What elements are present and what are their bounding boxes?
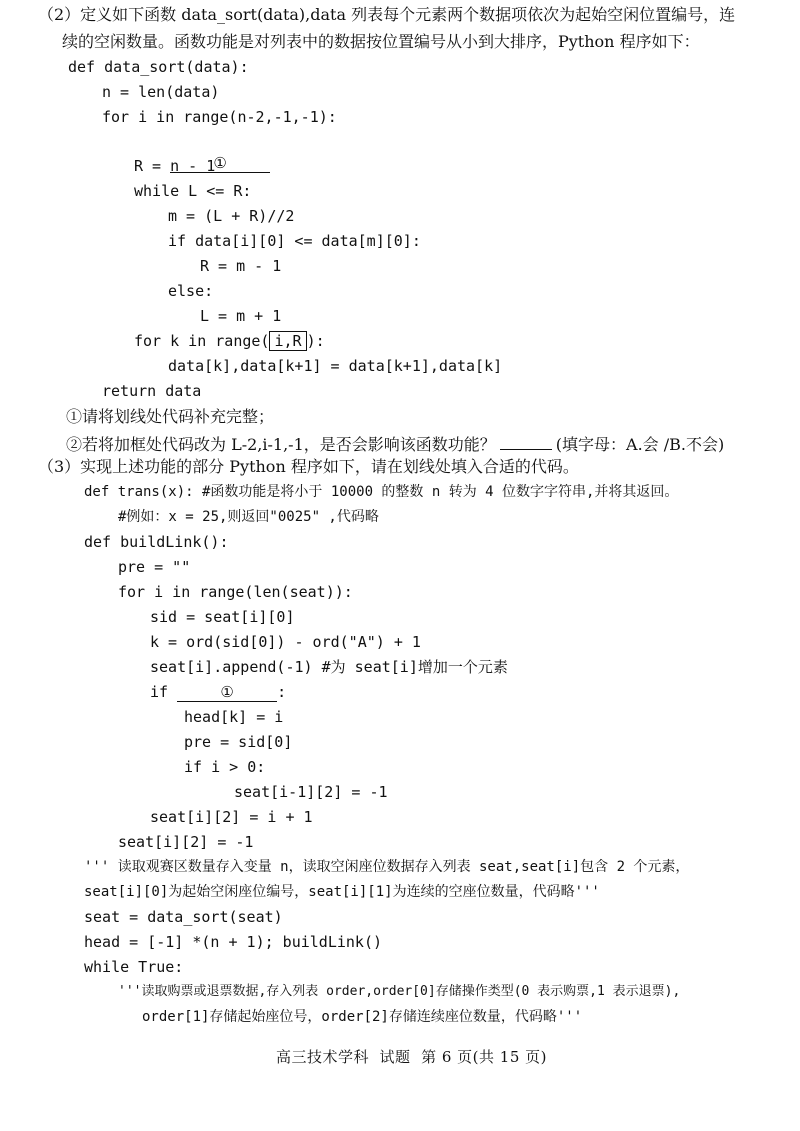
code-if-blank <box>150 681 286 703</box>
question-2 <box>66 431 724 456</box>
code-seat-prev: seat[i-1][2] = -1 <box>234 783 388 801</box>
code-if-i: if i > 0: <box>184 758 266 776</box>
part2-intro-line1: （2）定义如下函数 data_sort(data),data 列表每个元素两个数据项依次为起始空闲位置编号，连 <box>38 5 736 24</box>
code-else: else: <box>168 282 214 300</box>
code-pre-init: pre = "" <box>118 558 191 576</box>
part2-intro-line2: 续的空闲数量。函数功能是对列表中的数据按位置编号从小到大排序，Python 程序如下： <box>62 32 700 51</box>
blank-marker: ① <box>170 154 270 173</box>
code-comment-read-1: ''' 读取观赛区数量存入变量 n，读取空闲座位数据存入列表 seat,seat[i]包含 2 个元素， <box>84 859 690 875</box>
code-n-len: n = len(data) <box>102 83 220 101</box>
code-swap: data[k],data[k+1] = data[k+1],data[k] <box>168 357 503 375</box>
code-seat-next: seat[i][2] = i + 1 <box>150 808 313 826</box>
question-2-options: (填字母：A.会 /B.不会) <box>555 435 725 454</box>
question-1: ①请将划线处代码补充完整； <box>66 407 275 426</box>
code-seat-sort: seat = data_sort(seat) <box>84 908 283 926</box>
if-keyword: if <box>150 683 169 701</box>
page-footer: 高三技术学科 试题 第 6 页(共 15 页) <box>276 1048 547 1066</box>
question-2-text: ②若将加框处代码改为 L-2,i-1,-1，是否会影响该函数功能？ <box>66 435 496 454</box>
for-k-suffix: ): <box>306 332 325 350</box>
code-l-update: L = m + 1 <box>200 307 282 325</box>
code-while: while L <= R: <box>134 182 252 200</box>
code-def-buildlink: def buildLink(): <box>84 533 229 551</box>
code-comment-order-2: order[1]存储起始座位号，order[2]存储连续座位数量，代码略''' <box>142 1009 583 1025</box>
code-pre-update: pre = sid[0] <box>184 733 293 751</box>
code-def-data-sort: def data_sort(data): <box>68 58 249 76</box>
if-colon: : <box>277 683 287 701</box>
for-k-prefix: for k in range( <box>134 332 270 350</box>
code-trans-example: #例如：x = 25,则返回"0025" ,代码略 <box>118 509 379 525</box>
answer-blank-3[interactable]: ① <box>177 683 277 702</box>
code-for-seat: for i in range(len(seat)): <box>118 583 353 601</box>
boxed-code: i,R <box>269 331 306 351</box>
code-for-k <box>134 330 325 352</box>
code-while-true: while True: <box>84 958 184 976</box>
code-head-k: head[k] = i <box>184 708 284 726</box>
code-sid: sid = seat[i][0] <box>150 608 295 626</box>
code-if: if data[i][0] <= data[m][0]: <box>168 232 421 250</box>
part3-intro: （3）实现上述功能的部分 Python 程序如下，请在划线处填入合适的代码。 <box>38 457 579 476</box>
code-head-init: head = [-1] *(n + 1); buildLink() <box>84 933 383 951</box>
answer-blank-2[interactable] <box>500 431 552 450</box>
code-seat-last: seat[i][2] = -1 <box>118 833 254 851</box>
code-def-trans: def trans(x): #函数功能是将小于 10000 的整数 n 转为 4 位数字字符串,并将其返回。 <box>84 484 679 500</box>
code-return: return data <box>102 382 202 400</box>
code-r-assign: R = n - 1 <box>134 157 216 175</box>
code-k-ord: k = ord(sid[0]) - ord("A") + 1 <box>150 633 421 651</box>
code-append: seat[i].append(-1) #为 seat[i]增加一个元素 <box>150 658 508 676</box>
code-comment-order-1: '''读取购票或退票数据,存入列表 order,order[0]存储操作类型(0 表示购票,1 表示退票), <box>118 984 681 999</box>
code-m-assign: m = (L + R)//2 <box>168 207 295 225</box>
code-comment-read-2: seat[i][0]为起始空闲座位编号，seat[i][1]为连续的空座位数量，代码略''' <box>84 884 600 900</box>
code-r-update: R = m - 1 <box>200 257 282 275</box>
code-for-i: for i in range(n-2,-1,-1): <box>102 108 337 126</box>
